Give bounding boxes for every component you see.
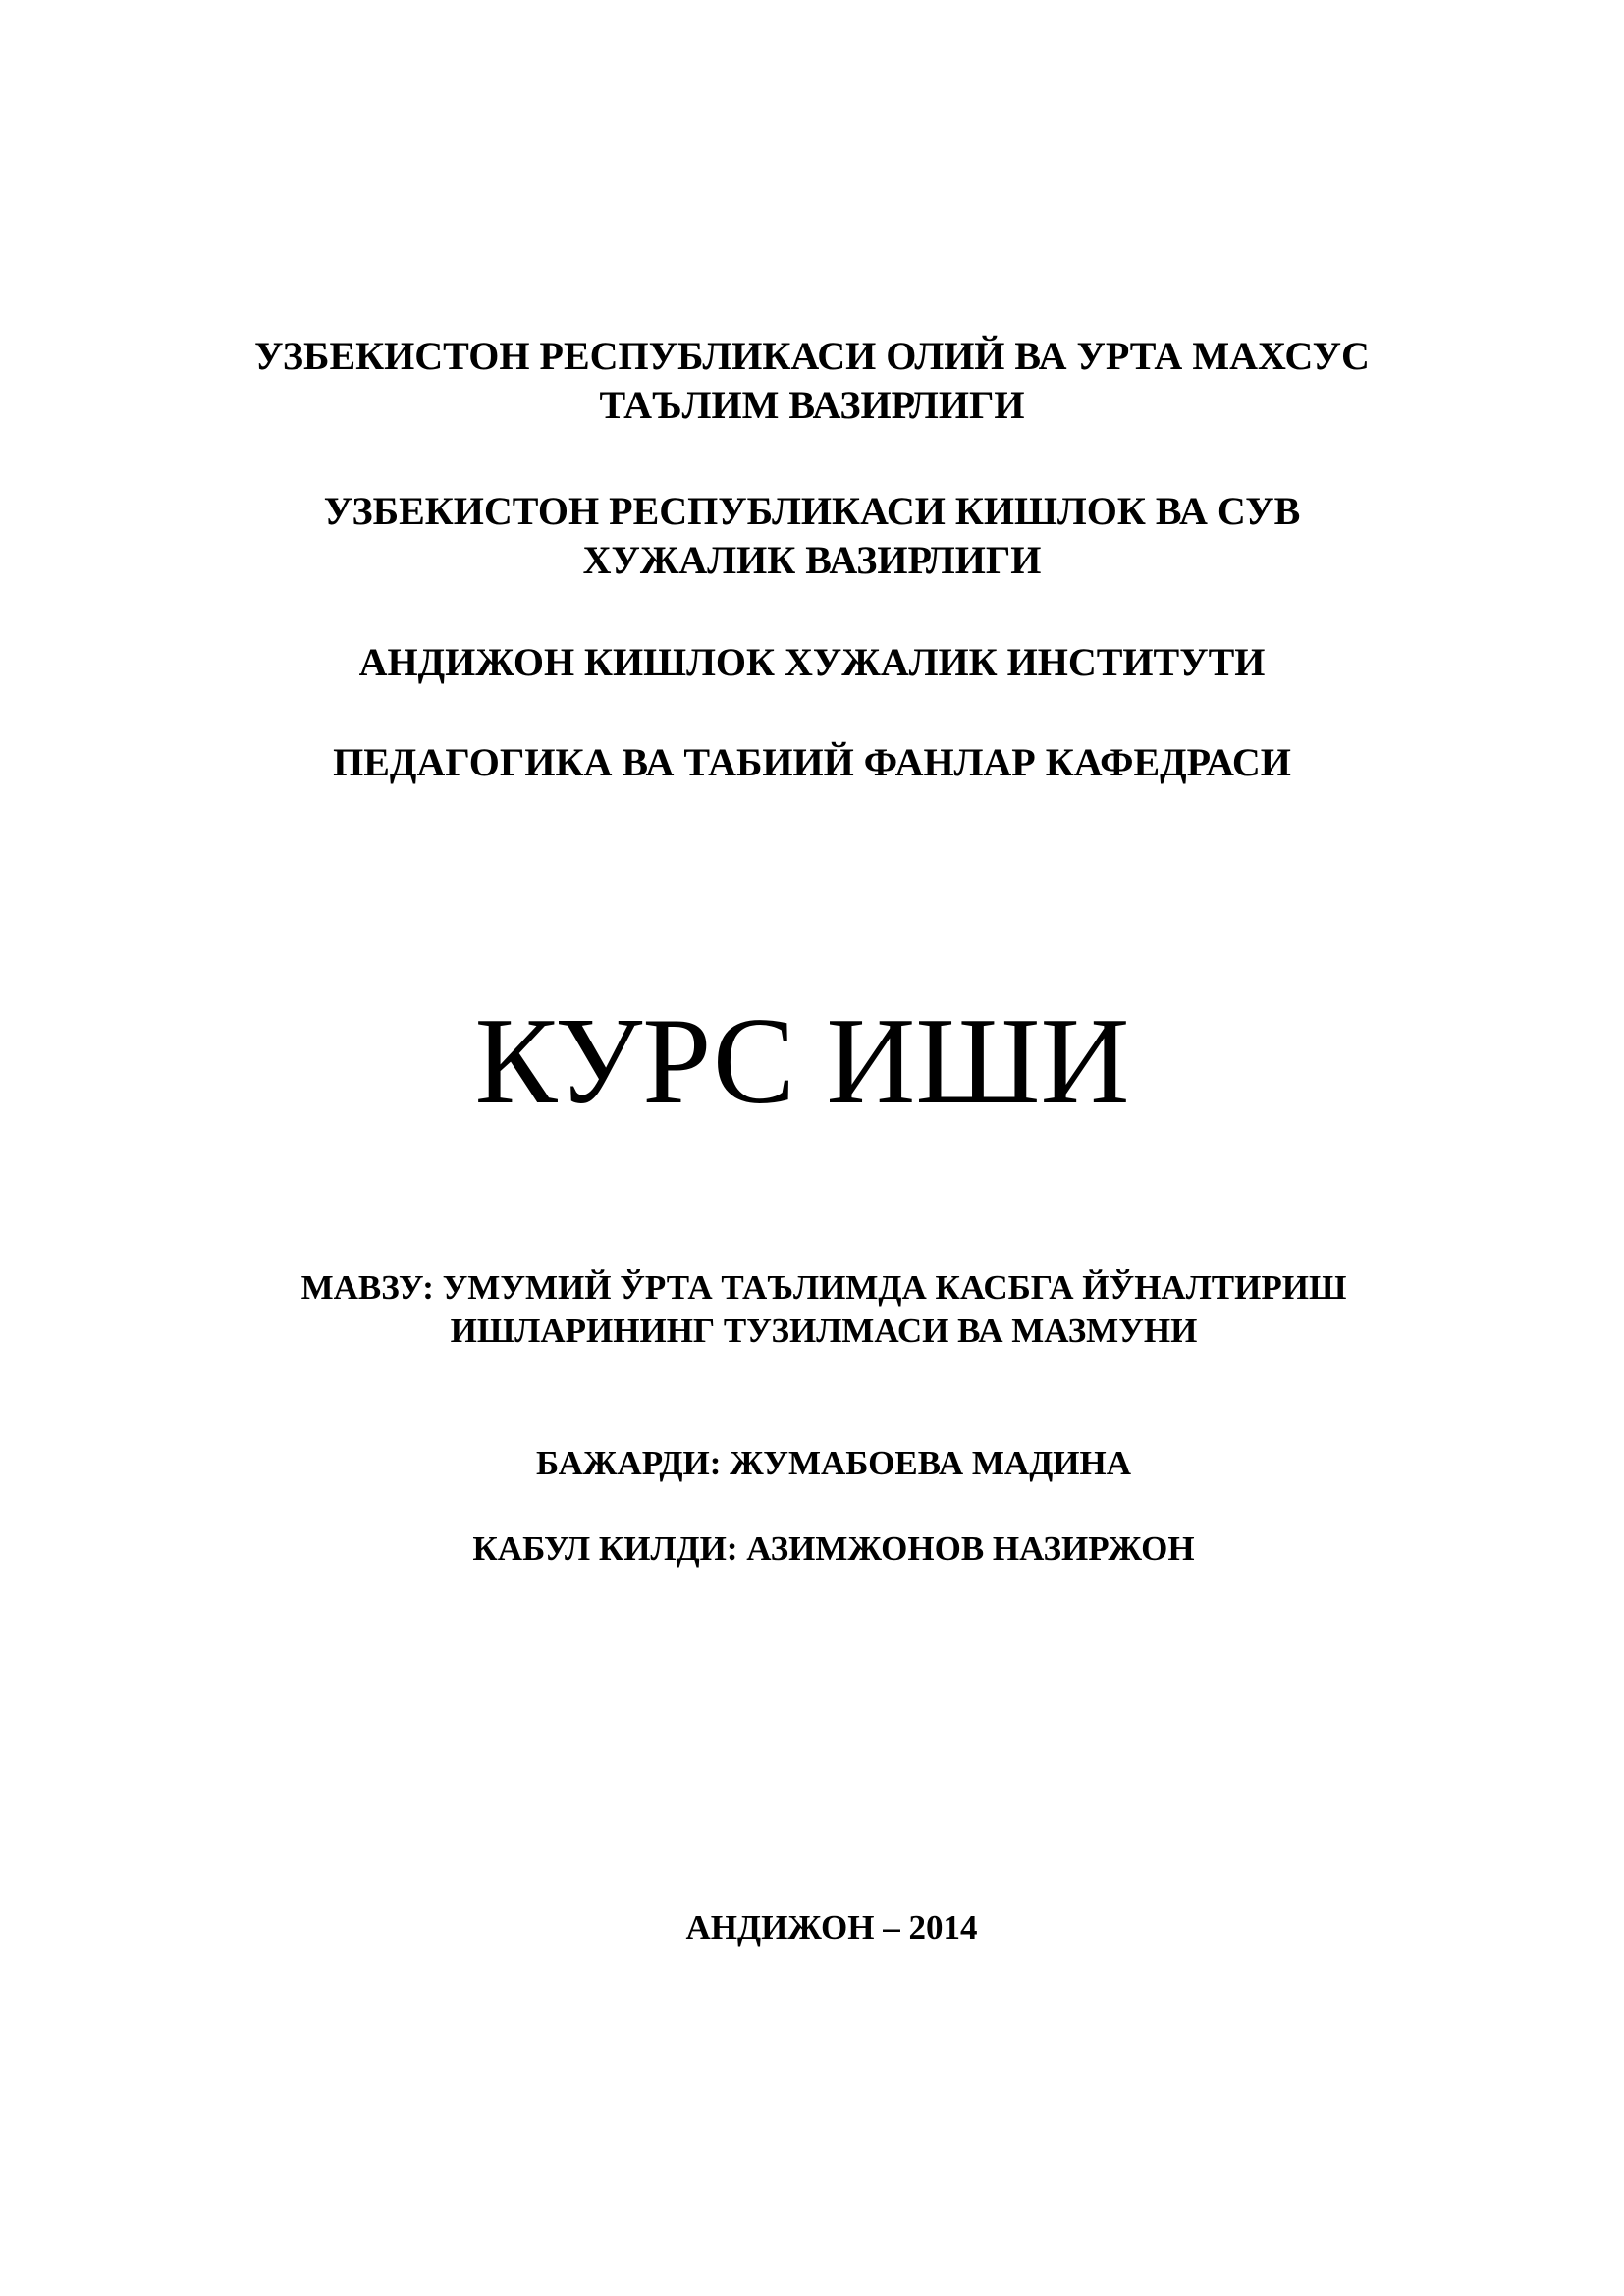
accepted-by: КАБУЛ КИЛДИ: АЗИМЖОНОВ НАЗИРЖОН — [472, 1529, 1195, 1568]
institute-heading: АНДИЖОН КИШЛОК ХУЖАЛИК ИНСТИТУТИ — [358, 640, 1266, 684]
performed-by: БАЖАРДИ: ЖУМАБОЕВА МАДИНА — [535, 1444, 1132, 1482]
topic-line2: ИШЛАРИНИНГ ТУЗИЛМАСИ ВА МАЗМУНИ — [450, 1311, 1198, 1350]
ministry2-heading-line2: ХУЖАЛИК ВАЗИРЛИГИ — [582, 538, 1042, 582]
ministry2-heading-line1: УЗБЕКИСТОН РЕСПУБЛИКАСИ КИШЛОК ВА СУВ — [323, 489, 1301, 533]
city-year: АНДИЖОН – 2014 — [685, 1908, 978, 1947]
department-heading: ПЕДАГОГИКА ВА ТАБИИЙ ФАНЛАР КАФЕДРАСИ — [333, 740, 1291, 784]
ministry-heading-line1: УЗБЕКИСТОН РЕСПУБЛИКАСИ ОЛИЙ ВА УРТА МАХСУС — [254, 334, 1370, 378]
topic-line1: МАВЗУ: УМУМИЙ ЎРТА ТАЪЛИМДА КАСБГА ЙЎНАЛТИРИШ — [300, 1268, 1347, 1307]
ministry-heading-line2: ТАЪЛИМ ВАЗИРЛИГИ — [599, 383, 1025, 427]
document-title: КУРС ИШИ — [474, 993, 1130, 1130]
